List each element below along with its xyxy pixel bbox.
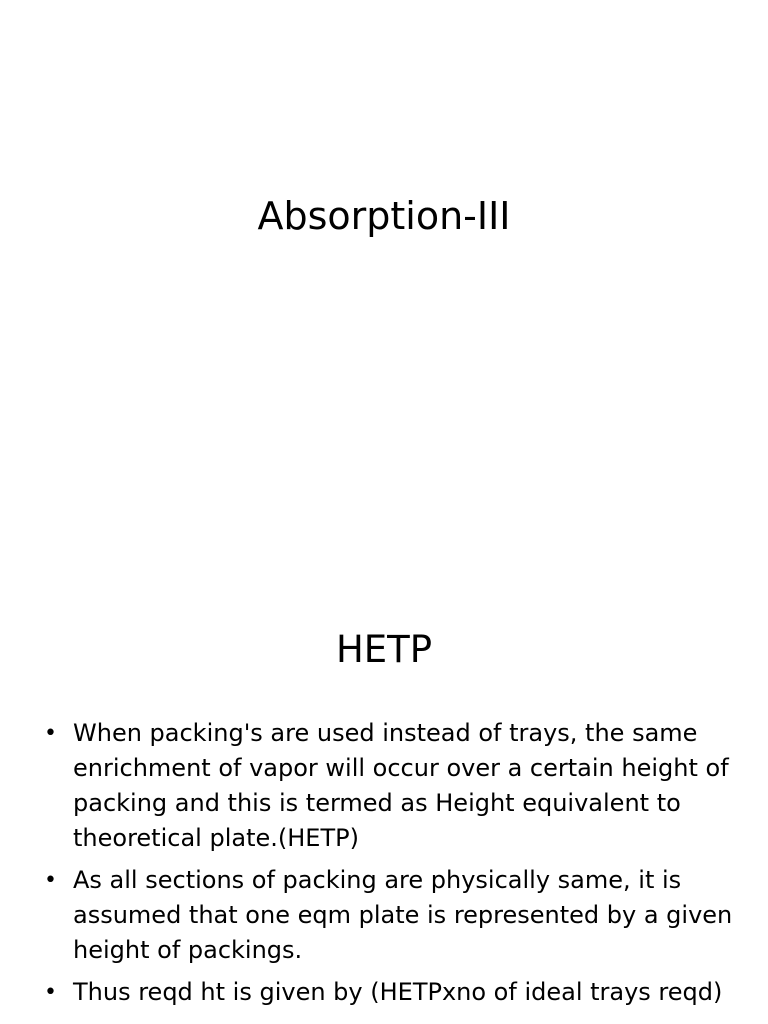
- slide-heading: HETP: [335, 628, 433, 671]
- bullet-icon: •: [44, 721, 57, 746]
- bullet-text: Thus reqd ht is given by (HETPxno of ideal trays reqd): [73, 978, 723, 1006]
- bullet-text: As all sections of packing are physically same, it is assumed that one eqm plate is represented by a given height of packings.: [73, 866, 733, 964]
- bullet-list: [44, 716, 736, 1017]
- bullet-text: When packing's are used instead of trays, the same enrichment of vapor will occur over a certain height of packing and this is termed as Height equivalent to theoretical plate.(HETP): [73, 719, 729, 852]
- bullet-icon: •: [44, 868, 57, 893]
- list-item: [44, 716, 736, 856]
- bullet-icon: •: [44, 980, 57, 1005]
- slide-title: Absorption-III: [257, 194, 511, 238]
- list-item: [44, 863, 736, 968]
- list-item: [44, 975, 736, 1010]
